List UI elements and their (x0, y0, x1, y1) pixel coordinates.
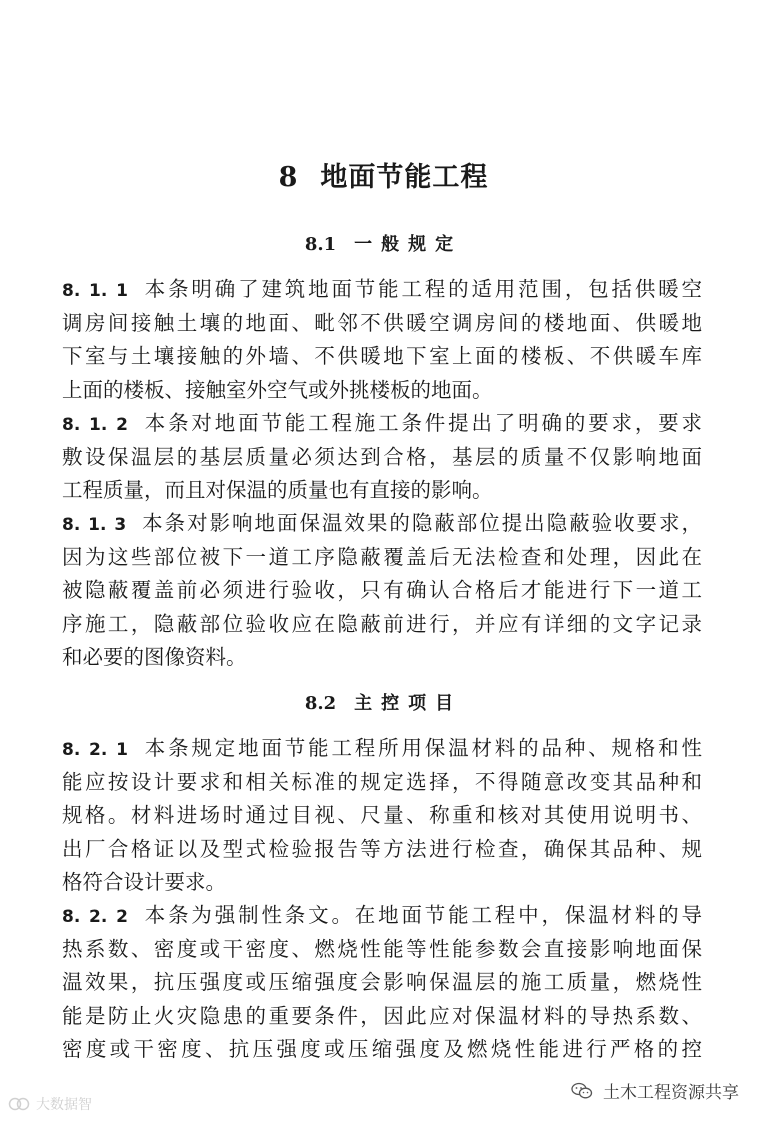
clause-line: 上面的楼板、接触室外空气或外挑楼板的地面。 (62, 377, 493, 402)
clause-line: 8. 1. 3 本条对影响地面保温效果的隐蔽部位提出隐蔽验收要求， (62, 511, 702, 535)
clause-line: 热系数、密度或干密度、燃烧性能等性能参数会直接影响地面保 (62, 936, 702, 961)
clause-line: 工程质量，而且对保温的质量也有直接的影响。 (62, 478, 493, 502)
clause-line: 能是防止火灾隐患的重要条件，因此应对保温材料的导热系数、 (62, 1003, 702, 1028)
clause-line: 密度或干密度、抗压强度或压缩强度及燃烧性能进行严格的控 (62, 1037, 702, 1061)
wechat-icon (571, 1082, 593, 1100)
clause-line: 8. 2. 1 本条规定地面节能工程所用保温材料的品种、规格和性 (62, 736, 702, 760)
watermark-left (8, 1094, 92, 1114)
clause-line: 8. 1. 1 本条明确了建筑地面节能工程的适用范围，包括供暖空 (62, 277, 702, 301)
clause-line: 规格。材料进场时通过目视、尺量、称重和核对其使用说明书、 (62, 803, 702, 827)
clause-line: 8. 2. 2 本条为强制性条文。在地面节能工程中，保温材料的导 (62, 903, 702, 927)
clause-line: 格符合设计要求。 (62, 870, 226, 894)
clause-line: 温效果，抗压强度或压缩强度会影响保温层的施工质量，燃烧性 (62, 970, 702, 994)
clause-line: 因为这些部位被下一道工序隐蔽覆盖后无法检查和处理，因此在 (62, 544, 702, 569)
clause-8-2-1 (62, 732, 702, 900)
clause-8-1-3 (62, 507, 702, 675)
section-title-8-2 (0, 689, 767, 715)
section-number: 8.1 (304, 234, 337, 255)
section-title-text: 主控项目 (354, 693, 463, 714)
clause-line: 敷设保温层的基层质量必须达到合格，基层的质量不仅影响地面 (62, 444, 702, 469)
watermark-right-text: 土木工程资源共享 (603, 1083, 739, 1103)
clause-line: 能应按设计要求和相关标准的规定选择，不得随意改变其品种和 (62, 769, 702, 794)
clause-8-2-2 (62, 899, 702, 1067)
chapter-title-text: 地面节能工程 (320, 162, 489, 193)
clause-line: 出厂合格证以及型式检验报告等方法进行检查，确保其品种、规 (62, 836, 702, 861)
clause-line: 下室与土壤接触的外墙、不供暖地下室上面的楼板、不供暖车库 (62, 344, 702, 368)
clause-line: 序施工，隐蔽部位验收应在隐蔽前进行，并应有详细的文字记录 (62, 611, 702, 636)
clause-number: 8. 1. 3 (62, 515, 127, 535)
clause-number: 8. 2. 1 (62, 740, 128, 760)
watermark-logo-icon (8, 1096, 30, 1112)
watermark-right (571, 1078, 739, 1103)
clause-line: 和必要的图像资料。 (62, 645, 247, 669)
clause-number: 8. 2. 2 (62, 907, 128, 927)
section-title-text: 一般规定 (354, 234, 463, 255)
clause-line: 调房间接触土壤的地面、毗邻不供暖空调房间的楼地面、供暖地 (62, 310, 702, 335)
clause-line: 8. 1. 2 本条对地面节能工程施工条件提出了明确的要求，要求 (62, 411, 702, 435)
clause-8-1-1 (62, 273, 702, 407)
clause-number: 8. 1. 2 (62, 415, 128, 435)
clause-8-1-2 (62, 407, 702, 508)
watermark-left-text: 大数据智 (36, 1097, 92, 1113)
chapter-number: 8 (278, 162, 299, 193)
section-number: 8.2 (304, 693, 337, 714)
clause-number: 8. 1. 1 (62, 281, 128, 301)
clause-line: 被隐蔽覆盖前必须进行验收，只有确认合格后才能进行下一道工 (62, 578, 702, 602)
chapter-title (0, 155, 767, 194)
section-title-8-1 (0, 230, 767, 256)
